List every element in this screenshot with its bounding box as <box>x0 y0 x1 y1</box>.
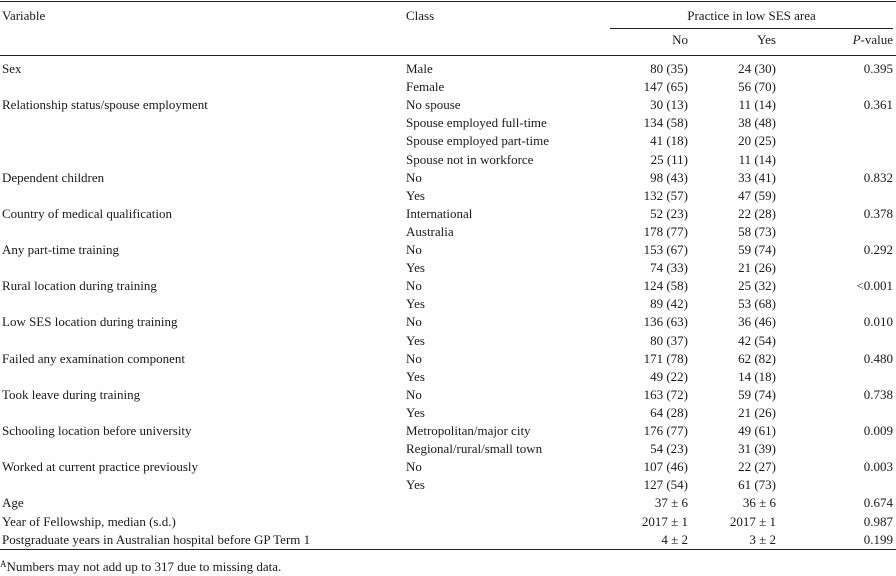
cell-class: Yes <box>406 477 425 493</box>
cell-p-value: 0.292 <box>863 242 893 257</box>
cell-yes: 22 (27) <box>738 459 776 475</box>
cell-no: 54 (23) <box>650 441 688 457</box>
cell-no: 134 (58) <box>643 115 688 131</box>
cell-no: 30 (13) <box>650 97 688 113</box>
cell-no: 64 (28) <box>650 404 688 420</box>
cell-yes: 14 (18) <box>738 368 776 384</box>
cell-no: 74 (33) <box>650 260 688 276</box>
cell-yes: 59 (74) <box>738 242 776 257</box>
cell-no: 107 (46) <box>643 459 688 475</box>
cell-variable: Schooling location before university <box>2 423 192 438</box>
cell-p-value: 0.199 <box>863 531 893 547</box>
cell-no: 147 (65) <box>643 79 688 95</box>
cell-variable: Country of medical qualification <box>2 205 173 221</box>
cell-p-value: 0.003 <box>863 459 893 475</box>
cell-no: 163 (72) <box>643 386 688 402</box>
cell-no: 49 (22) <box>650 368 688 384</box>
header-yes: Yes <box>757 32 776 47</box>
cell-class: Metropolitan/major city <box>406 423 531 438</box>
cell-no: 37 ± 6 <box>654 495 688 511</box>
cell-yes: 21 (26) <box>738 404 776 420</box>
header-p-value <box>800 31 893 49</box>
cell-p-value: 0.378 <box>863 205 893 221</box>
cell-p-value: 0.395 <box>863 61 893 76</box>
cell-class: No <box>406 350 422 366</box>
cell-no: 80 (35) <box>650 61 688 76</box>
cell-variable: Rural location during training <box>2 278 157 294</box>
cell-variable: Dependent children <box>2 169 105 185</box>
cell-yes: 36 (46) <box>738 314 776 330</box>
cell-class: Yes <box>406 296 425 312</box>
header-group-rule <box>610 28 893 29</box>
cell-class: No <box>406 459 422 475</box>
table-bottom-rule <box>0 549 896 550</box>
cell-no: 124 (58) <box>643 278 688 294</box>
header-p-letter: P <box>852 32 861 47</box>
cell-no: 4 ± 2 <box>661 531 688 547</box>
header-practice-group: Practice in low SES area <box>687 8 816 23</box>
cell-yes: 47 (59) <box>738 187 776 203</box>
cell-class: Yes <box>406 368 425 384</box>
cell-yes: 25 (32) <box>738 278 776 294</box>
cell-class: Australia <box>406 223 454 239</box>
cell-yes: 2017 ± 1 <box>729 513 776 529</box>
cell-yes: 21 (26) <box>738 260 776 276</box>
cell-no: 89 (42) <box>650 296 688 312</box>
cell-variable: Took leave during training <box>2 386 141 402</box>
cell-class: Male <box>406 61 433 76</box>
cell-class: No <box>406 169 422 185</box>
cell-yes: 22 (28) <box>738 205 776 221</box>
cell-class: Yes <box>406 187 425 203</box>
cell-yes: 62 (82) <box>738 350 776 366</box>
cell-no: 176 (77) <box>643 423 688 438</box>
cell-p-value: 0.010 <box>863 314 893 330</box>
cell-class: Spouse not in workforce <box>406 151 534 167</box>
cell-yes: 20 (25) <box>738 133 776 149</box>
footnote-text: Numbers may not add up to 317 due to missing data. <box>6 559 282 574</box>
cell-yes: 61 (73) <box>738 477 776 493</box>
cell-class: Female <box>406 79 445 95</box>
footnote <box>0 555 281 576</box>
cell-no: 127 (54) <box>643 477 688 493</box>
cell-no: 136 (63) <box>643 314 688 330</box>
cell-yes: 31 (39) <box>738 441 776 457</box>
cell-p-value: 0.832 <box>863 169 893 185</box>
cell-class: Yes <box>406 260 425 276</box>
cell-no: 178 (77) <box>643 223 688 239</box>
cell-class: No <box>406 386 422 402</box>
cell-variable: Failed any examination component <box>2 350 186 366</box>
cell-yes: 11 (14) <box>738 151 776 167</box>
footnote-marker: A <box>0 559 7 569</box>
cell-p-value: 0.674 <box>863 495 893 511</box>
cell-p-value: <0.001 <box>856 278 893 294</box>
cell-no: 132 (57) <box>643 187 688 203</box>
cell-yes: 24 (30) <box>738 61 776 76</box>
cell-no: 98 (43) <box>650 169 688 185</box>
header-variable: Variable <box>2 8 46 23</box>
cell-p-value: 0.009 <box>863 423 893 438</box>
cell-no: 52 (23) <box>650 205 688 221</box>
cell-class: Spouse employed part-time <box>406 133 549 149</box>
table-top-rule <box>0 1 896 2</box>
cell-p-value: 0.738 <box>863 386 893 402</box>
cell-variable: Age <box>2 495 24 511</box>
cell-variable: Year of Fellowship, median (s.d.) <box>2 513 176 529</box>
cell-class: Regional/rural/small town <box>406 441 543 457</box>
cell-yes: 11 (14) <box>738 97 776 113</box>
cell-variable: Relationship status/spouse employment <box>2 97 208 113</box>
cell-yes: 3 ± 2 <box>749 531 776 547</box>
cell-yes: 33 (41) <box>738 169 776 185</box>
cell-yes: 58 (73) <box>738 223 776 239</box>
cell-variable: Worked at current practice previously <box>2 459 199 475</box>
cell-no: 2017 ± 1 <box>641 513 688 529</box>
cell-variable: Sex <box>2 61 22 76</box>
header-p-suffix: -value <box>860 32 893 47</box>
cell-yes: 38 (48) <box>738 115 776 131</box>
header-no: No <box>672 32 688 47</box>
cell-class: No <box>406 242 422 257</box>
cell-yes: 53 (68) <box>738 296 776 312</box>
cell-p-value: 0.987 <box>863 513 893 529</box>
cell-p-value: 0.361 <box>863 97 893 113</box>
cell-class: Yes <box>406 404 425 420</box>
cell-variable: Low SES location during training <box>2 314 178 330</box>
cell-no: 153 (67) <box>643 242 688 257</box>
cell-class: International <box>406 205 473 221</box>
cell-yes: 42 (54) <box>738 332 776 348</box>
cell-yes: 59 (74) <box>738 386 776 402</box>
cell-class: No <box>406 278 422 294</box>
cell-yes: 56 (70) <box>738 79 776 95</box>
cell-yes: 36 ± 6 <box>742 495 776 511</box>
cell-p-value: 0.480 <box>863 350 893 366</box>
cell-class: Spouse employed full-time <box>406 115 547 131</box>
cell-yes: 49 (61) <box>738 423 776 438</box>
cell-class: Yes <box>406 332 425 348</box>
cell-class: No <box>406 314 422 330</box>
cell-class: No spouse <box>406 97 461 113</box>
header-class: Class <box>406 8 435 23</box>
header-bottom-rule <box>0 55 896 56</box>
cell-variable: Any part-time training <box>2 242 119 257</box>
cell-no: 41 (18) <box>650 133 688 149</box>
cell-no: 25 (11) <box>650 151 688 167</box>
cell-no: 171 (78) <box>643 350 688 366</box>
cell-no: 80 (37) <box>650 332 688 348</box>
cell-variable: Postgraduate years in Australian hospital before GP Term 1 <box>2 531 311 547</box>
